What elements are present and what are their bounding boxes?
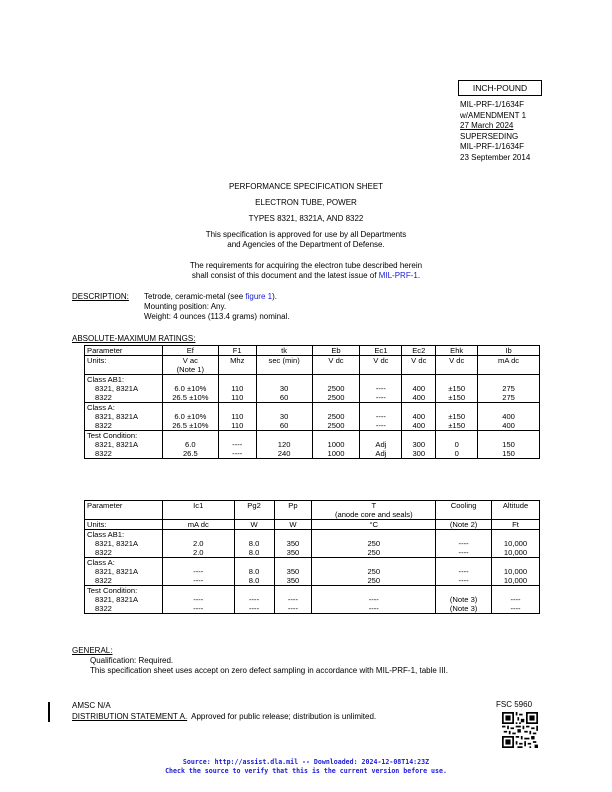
description-label: DESCRIPTION: [72,292,129,301]
column-header: T (anode core and seals) [312,501,436,520]
group-label-cell: Test Condition: 8321, 8321A 8322 [85,586,163,614]
units-cell: V ac (Note 1) [162,356,218,375]
table-row [85,375,540,403]
title-line-1: PERFORMANCE SPECIFICATION SHEET [228,182,384,191]
units-cell: Units: [85,356,163,375]
amendment: w/AMENDMENT 1 [460,110,527,120]
value-cell: 10,000 10,000 [492,530,540,558]
units-cell: W [274,520,312,530]
column-header: Parameter [85,501,163,520]
qr-code-icon [502,712,538,748]
value-cell: 2500 2500 [312,375,360,403]
value-cell: 300 300 [402,431,436,459]
group-label-cell: Class A: 8321, 8321A 8322 [85,558,163,586]
column-header: Ef [162,346,218,356]
requirements-period: . [417,271,421,280]
ratings-table-1 [84,345,540,459]
value-cell: 250 250 [312,530,436,558]
requirements-line-1: The requirements for acquiring the electron tube described herein [189,261,423,270]
column-header: Eb [312,346,360,356]
value-cell: ---- ---- [360,403,402,431]
value-cell: ---- ---- [436,558,492,586]
requirements-text: shall consist of this document and the latest issue of [191,271,379,280]
value-cell: (Note 3) (Note 3) [436,586,492,614]
units-cell: V dc [436,356,478,375]
table-row [85,558,540,586]
units-cell: Ft [492,520,540,530]
approval-line-2: and Agencies of the Department of Defense. [227,240,385,249]
column-header: Ec1 [360,346,402,356]
value-cell: 30 60 [256,375,312,403]
description-line-1: Tetrode, ceramic-metal (see figure 1). [144,292,277,301]
units-cell: mA dc [162,520,234,530]
value-cell: ---- ---- [162,558,234,586]
value-cell: ---- ---- [218,431,256,459]
units-cell: Mhz [218,356,256,375]
title-line-3: TYPES 8321, 8321A, AND 8322 [248,214,364,223]
requirements-line-2 [0,271,612,281]
column-header: Parameter [85,346,163,356]
mounting-position: Mounting position: Any. [144,302,227,311]
column-header: Ib [478,346,540,356]
column-header: Ec2 [402,346,436,356]
qualification-line: Qualification: Required. [90,656,174,665]
general-label: GENERAL: [72,646,113,655]
value-cell: 150 150 [478,431,540,459]
value-cell: ---- ---- [360,375,402,403]
value-cell: 400 400 [402,403,436,431]
value-cell: 350 350 [274,530,312,558]
units-cell: sec (min) [256,356,312,375]
table-row [85,530,540,558]
ratings-label: ABSOLUTE-MAXIMUM RATINGS: [72,334,196,343]
value-cell: ±150 ±150 [436,403,478,431]
group-label-cell: Test Condition: 8321, 8321A 8322 [85,431,163,459]
table-row [85,431,540,459]
group-label-cell: Class AB1: 8321, 8321A 8322 [85,530,163,558]
column-header: Cooling [436,501,492,520]
value-cell: 400 400 [402,375,436,403]
superseded-id: MIL-PRF-1/1634F [460,142,525,151]
value-cell: 6.0 ±10% 26.5 ±10% [162,375,218,403]
value-cell: Adj Adj [360,431,402,459]
value-cell: 8.0 8.0 [234,558,274,586]
value-cell: ---- ---- [436,530,492,558]
value-cell: 0 0 [436,431,478,459]
value-cell: 8.0 8.0 [234,530,274,558]
column-header: Altitude [492,501,540,520]
fsc-code: FSC 5960 [496,700,533,709]
value-cell: ±150 ±150 [436,375,478,403]
column-header: Ic1 [162,501,234,520]
value-cell: 1000 1000 [312,431,360,459]
value-cell: 6.0 ±10% 26.5 ±10% [162,403,218,431]
value-cell: 275 275 [478,375,540,403]
title-line-2: ELECTRON TUBE, POWER [255,198,357,207]
sampling-line: This specification sheet uses accept on zero defect sampling in accordance with MIL-PRF-1, table III. [90,666,448,675]
value-cell: ---- ---- [492,586,540,614]
units-cell: W [234,520,274,530]
distribution-statement: DISTRIBUTION STATEMENT A. Approved for public release; distribution is unlimited. [72,712,377,721]
superseding-label: SUPERSEDING [460,131,519,141]
value-cell: 110 110 [218,375,256,403]
figure-1-link[interactable]: figure 1 [245,292,273,301]
column-header: Pp [274,501,312,520]
units-cell: Units: [85,520,163,530]
header-row [85,501,540,520]
ratings-table-2 [84,500,540,614]
value-cell: 400 400 [478,403,540,431]
units-row [85,356,540,375]
value-cell: ---- ---- [162,586,234,614]
units-cell: mA dc [478,356,540,375]
change-bar [48,702,50,722]
group-label-cell: Class AB1: 8321, 8321A 8322 [85,375,163,403]
table-row [85,403,540,431]
general-section [72,646,448,676]
column-header: F1 [218,346,256,356]
verify-line: Check the source to verify that this is the current version before use. [165,767,447,775]
value-cell: 110 110 [218,403,256,431]
footer-left [72,700,376,722]
document-header-block [460,100,530,163]
value-cell: 2500 2500 [312,403,360,431]
value-cell: 250 250 [312,558,436,586]
value-cell: ---- ---- [274,586,312,614]
column-header: Ehk [436,346,478,356]
units-cell: °C [312,520,436,530]
value-cell: ---- ---- [234,586,274,614]
units-cell: V dc [312,356,360,375]
mil-prf-1-link[interactable]: MIL-PRF-1 [378,271,418,280]
units-cell: (Note 2) [436,520,492,530]
units-row [85,520,540,530]
approval-line-1: This specification is approved for use by all Departments [205,230,407,239]
weight: Weight: 4 ounces (113.4 grams) nominal. [144,312,290,321]
units-cell: V dc [402,356,436,375]
column-header: tk [256,346,312,356]
value-cell: ---- ---- [312,586,436,614]
amsc-label: AMSC N/A [72,701,111,710]
doc-id: MIL-PRF-1/1634F [460,100,525,109]
value-cell: 2.0 2.0 [162,530,234,558]
value-cell: 10,000 10,000 [492,558,540,586]
superseded-date: 23 September 2014 [460,152,531,162]
value-cell: 350 350 [274,558,312,586]
value-cell: 30 60 [256,403,312,431]
source-line: Source: http://assist.dla.mil -- Downloaded: 2024-12-08T14:23Z [182,758,430,766]
value-cell: 6.0 26.5 [162,431,218,459]
group-label-cell: Class A: 8321, 8321A 8322 [85,403,163,431]
doc-date: 27 March 2024 [460,121,514,130]
units-cell: V dc [360,356,402,375]
inch-pound-box: INCH-POUND [458,80,542,96]
header-row [85,346,540,356]
column-header: Pg2 [234,501,274,520]
table-row [85,586,540,614]
value-cell: 120 240 [256,431,312,459]
